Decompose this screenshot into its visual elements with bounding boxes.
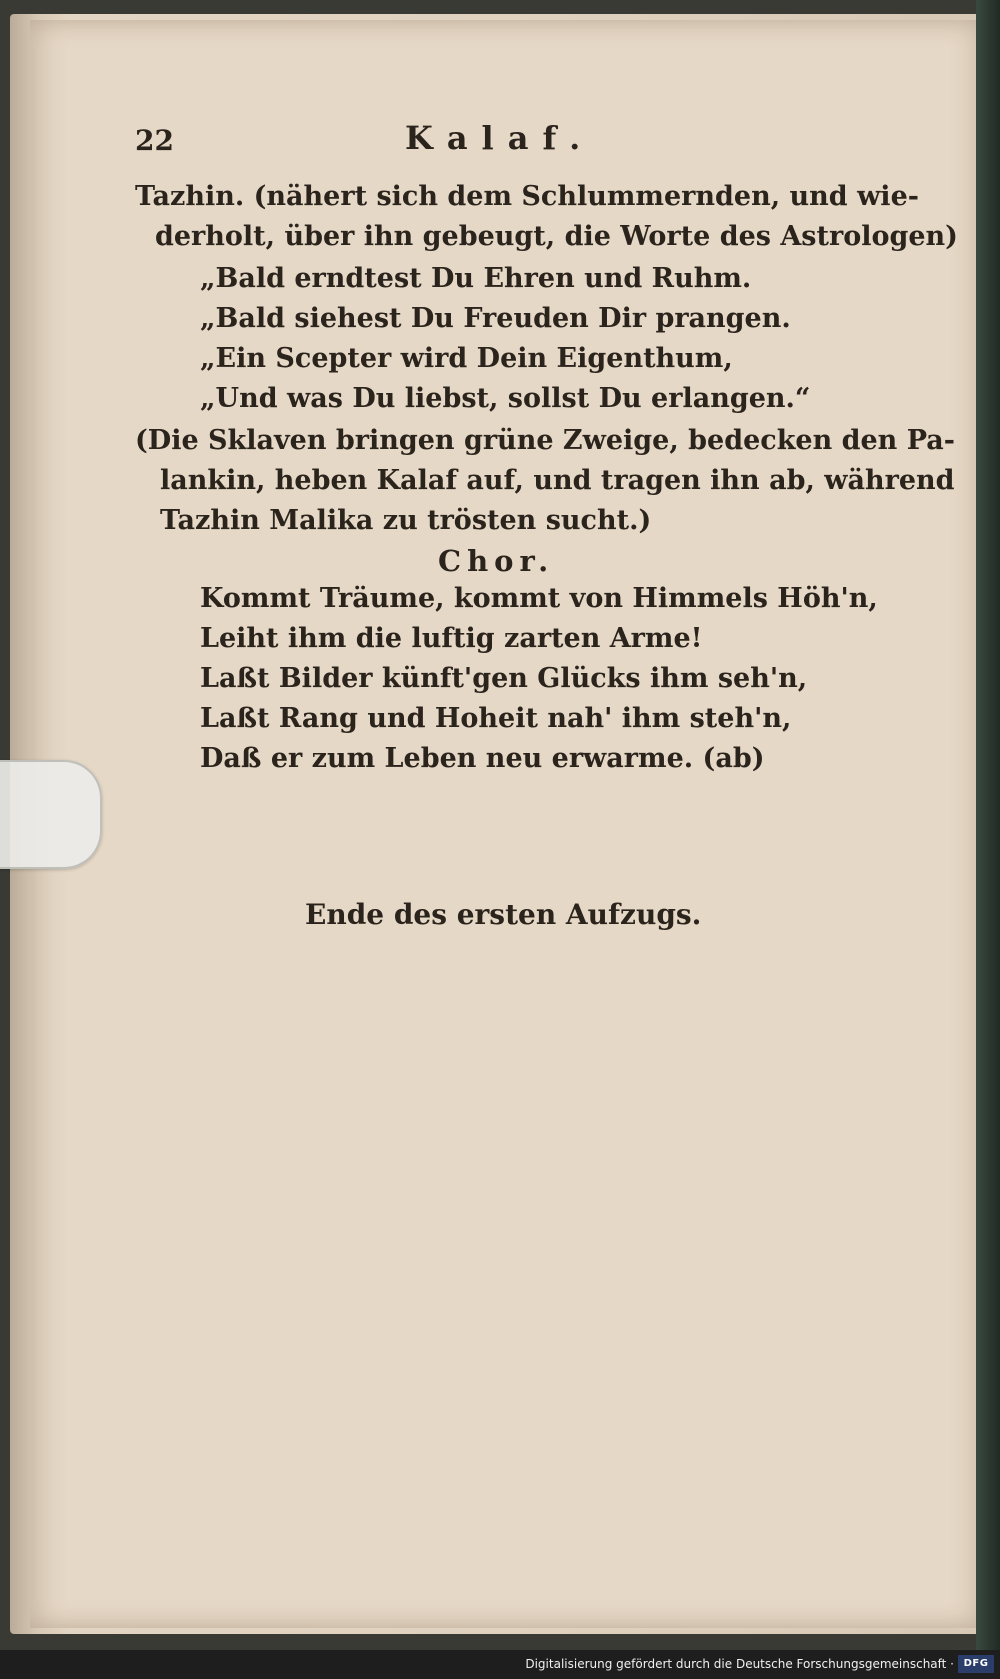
act-end-note: Ende des ersten Aufzugs. bbox=[305, 898, 702, 931]
running-title: Kalaf. bbox=[405, 119, 595, 157]
verse-line: „Bald siehest Du Freuden Dir prangen. bbox=[200, 303, 791, 334]
dfg-logo: DFG bbox=[958, 1655, 994, 1673]
chorus-line: Laßt Bilder künft'gen Glücks ihm seh'n, bbox=[200, 663, 808, 694]
verse-line: „Bald erndtest Du Ehren und Ruhm. bbox=[200, 263, 752, 294]
text-line: derholt, über ihn gebeugt, die Worte des Astrologen) bbox=[155, 221, 958, 252]
digitization-footer bbox=[0, 1650, 1000, 1679]
chorus-line: Leiht ihm die luftig zarten Arme! bbox=[200, 623, 703, 654]
verse-line: „Und was Du liebst, sollst Du erlangen.“ bbox=[200, 383, 811, 414]
stage-direction-line: lankin, heben Kalaf auf, und tragen ihn ab, während bbox=[160, 465, 955, 496]
stage-direction-line: Tazhin Malika zu trösten sucht.) bbox=[160, 505, 652, 536]
speaker-heading: Chor. bbox=[438, 544, 555, 578]
chorus-line: Kommt Träume, kommt von Himmels Höh'n, bbox=[200, 583, 878, 614]
text-line: Tazhin. (nähert sich dem Schlummernden, und wie- bbox=[135, 181, 919, 212]
footer-credit: Digitalisierung gefördert durch die Deutsche Forschungsgemeinschaft · bbox=[525, 1657, 954, 1671]
stage-direction-line: (Die Sklaven bringen grüne Zweige, bedecken den Pa- bbox=[135, 425, 955, 456]
verse-line: „Ein Scepter wird Dein Eigenthum, bbox=[200, 343, 733, 374]
page-number: 22 bbox=[135, 124, 174, 157]
chorus-line: Daß er zum Leben neu erwarme. (ab) bbox=[200, 743, 765, 774]
chorus-line: Laßt Rang und Hoheit nah' ihm steh'n, bbox=[200, 703, 792, 734]
